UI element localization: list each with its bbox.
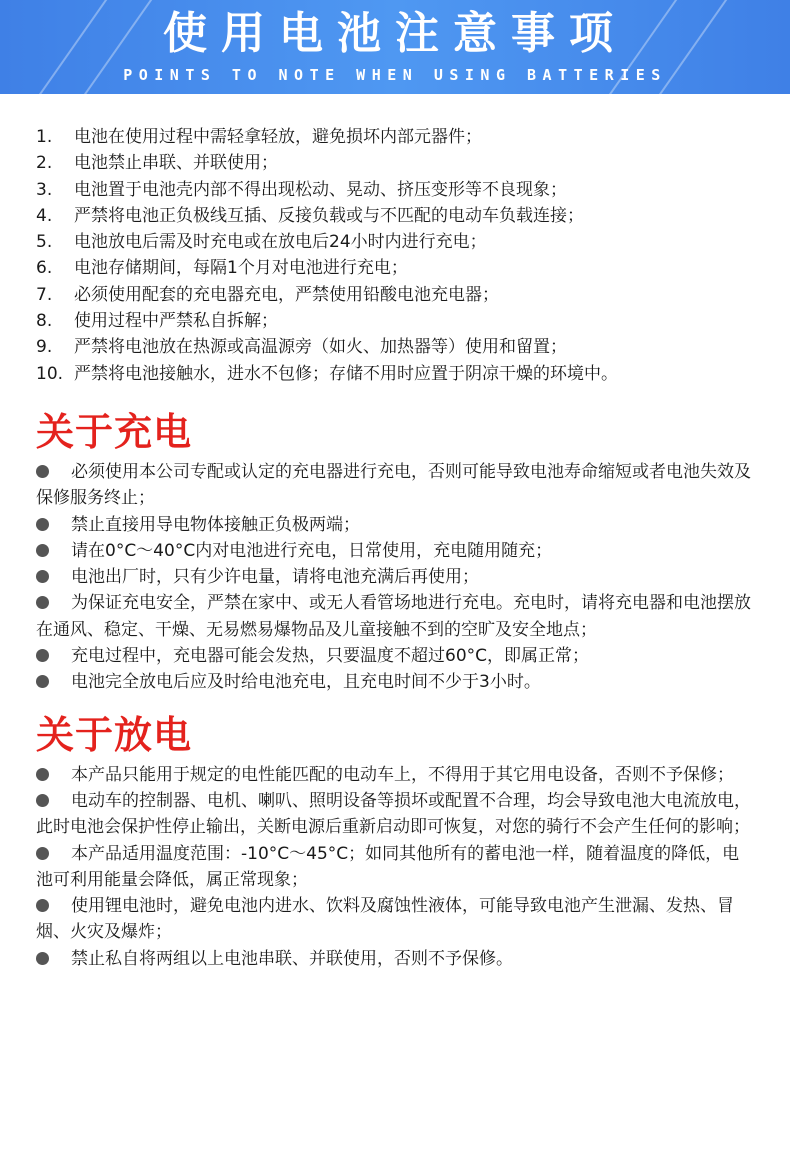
main-content (0, 124, 790, 972)
charging-item-text: 为保证充电安全，严禁在家中、或无人看管场地进行充电。充电时，请将充电器和电池摆放在通风、稳定、干燥、无易燃易爆物品及儿童接触不到的空旷及安全地点； (36, 593, 751, 640)
bullet-icon (36, 768, 49, 781)
note-text: 严禁将电池正负极线互插、反接负载或与不匹配的电动车负载连接； (74, 205, 584, 226)
charging-list (36, 459, 754, 696)
bullet-icon (36, 952, 49, 965)
charging-item-text: 电池完全放电后应及时给电池充电，且充电时间不少于3小时。 (71, 672, 541, 693)
note-item (36, 334, 754, 360)
page-subtitle: POINTS TO NOTE WHEN USING BATTERIES (123, 66, 667, 84)
charging-item (36, 538, 754, 564)
bullet-icon (36, 899, 49, 912)
discharging-item-text: 禁止私自将两组以上电池串联、并联使用，否则不予保修。 (71, 948, 513, 969)
bullet-icon (36, 794, 49, 807)
charging-item (36, 669, 754, 695)
bullet-icon (36, 518, 49, 531)
charging-item-text: 必须使用本公司专配或认定的充电器进行充电，否则可能导致电池寿命缩短或者电池失效及保修服务终止； (36, 461, 751, 509)
charging-item-text: 电池出厂时，只有少许电量，请将电池充满后再使用； (71, 567, 479, 588)
note-item (36, 229, 754, 255)
note-number: 5. (36, 232, 53, 253)
note-text: 使用过程中严禁私自拆解； (74, 311, 278, 332)
note-number: 10. (36, 363, 64, 384)
discharging-section-title: 关于放电 (36, 712, 193, 757)
notes-list (36, 124, 754, 387)
page-title: 使用电池注意事项 (163, 8, 627, 59)
charging-item-text: 请在0°C～40°C内对电池进行充电，日常使用，充电随用随充； (71, 540, 553, 561)
note-number: 8. (36, 311, 53, 332)
note-number: 3. (36, 179, 53, 200)
charging-item (36, 564, 754, 590)
note-text: 必须使用配套的充电器充电，严禁使用铅酸电池充电器； (74, 284, 499, 305)
bullet-icon (36, 465, 49, 478)
note-number: 7. (36, 284, 53, 305)
discharging-item (36, 841, 754, 894)
discharging-item (36, 762, 754, 788)
note-item (36, 361, 754, 387)
note-number: 4. (36, 205, 53, 226)
charging-item (36, 459, 754, 512)
charging-item-text: 禁止直接用导电物体接触正负极两端； (71, 514, 360, 535)
charging-section-title: 关于充电 (36, 409, 193, 454)
note-text: 严禁将电池接触水，进水不包修；存储不用时应置于阴凉干燥的环境中。 (74, 363, 618, 384)
note-text: 电池置于电池壳内部不得出现松动、晃动、挤压变形等不良现象； (74, 179, 567, 200)
discharging-item-text: 使用锂电池时，避免电池内进水、饮料及腐蚀性液体，可能导致电池产生泄漏、发热、冒烟、火灾及爆炸； (36, 896, 734, 943)
bullet-icon (36, 596, 49, 609)
discharging-item-text: 电动车的控制器、电机、喇叭、照明设备等损坏或配置不合理，均会导致电池大电流放电，此时电池会保护性停止输出，关断电源后重新启动即可恢复，对您的骑行不会产生任何的影响； (36, 790, 751, 838)
note-number: 2. (36, 153, 53, 174)
charging-item (36, 643, 754, 669)
note-item (36, 282, 754, 308)
note-item (36, 308, 754, 334)
note-text: 严禁将电池放在热源或高温源旁（如火、加热器等）使用和留置； (74, 337, 567, 358)
note-text: 电池放电后需及时充电或在放电后24小时内进行充电； (74, 232, 487, 253)
charging-item (36, 512, 754, 538)
note-number: 1. (36, 127, 53, 147)
charging-item-text: 充电过程中，充电器可能会发热，只要温度不超过60°C，即属正常； (71, 646, 590, 667)
discharging-list (36, 762, 754, 972)
note-number: 9. (36, 337, 53, 358)
note-item (36, 203, 754, 229)
note-item (36, 177, 754, 203)
bullet-icon (36, 649, 49, 662)
note-text: 电池存储期间，每隔1个月对电池进行充电； (74, 258, 408, 279)
discharging-item-text: 本产品适用温度范围：-10°C～45°C；如同其他所有的蓄电池一样，随着温度的降低，电池可利用能量会降低，属正常现象； (36, 843, 740, 890)
note-item (36, 255, 754, 281)
header-banner (0, 0, 790, 94)
bullet-icon (36, 570, 49, 583)
bullet-icon (36, 675, 49, 688)
bullet-icon (36, 544, 49, 557)
note-text: 电池禁止串联、并联使用； (74, 153, 278, 174)
discharging-item-text: 本产品只能用于规定的电性能匹配的电动车上，不得用于其它用电设备，否则不予保修； (71, 764, 734, 785)
note-item (36, 124, 754, 150)
discharging-item (36, 788, 754, 841)
note-text: 电池在使用过程中需轻拿轻放，避免损坏内部元器件； (74, 127, 482, 147)
bullet-icon (36, 847, 49, 860)
discharging-item (36, 946, 754, 972)
charging-item (36, 590, 754, 643)
discharging-item (36, 893, 754, 946)
note-item (36, 150, 754, 176)
note-number: 6. (36, 258, 53, 279)
